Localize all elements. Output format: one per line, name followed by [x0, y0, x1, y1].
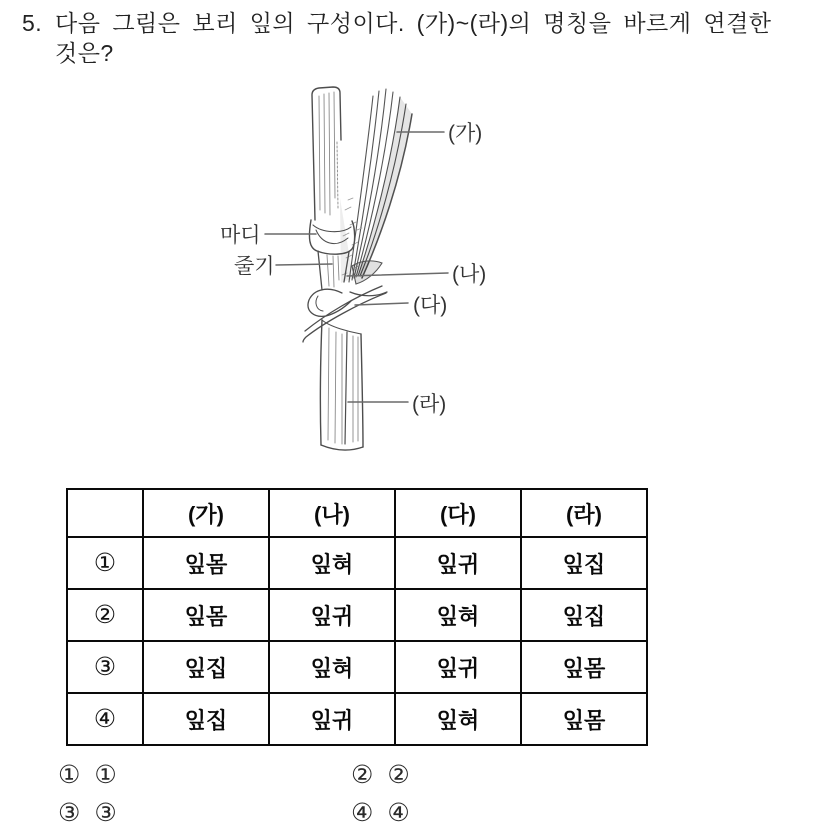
answer-table [66, 488, 648, 746]
stem-label: 줄기 [234, 255, 275, 278]
question-block [22, 8, 800, 68]
ga-label: (가) [448, 122, 483, 145]
row-2-ga: 잎몸 [143, 589, 269, 641]
row-4-ra: 잎몸 [521, 693, 647, 745]
question-text: 다음 그림은 보리 잎의 구성이다. (가)~(라)의 명칭을 바르게 연결한 것은? [55, 10, 772, 66]
row-2-na: 잎귀 [269, 589, 395, 641]
stem-leader-line [276, 264, 332, 265]
header-ra: (라) [521, 489, 647, 537]
choice-3-label: ③ [94, 799, 117, 827]
choice-4-label: ④ [387, 799, 410, 827]
row-2-ra: 잎집 [521, 589, 647, 641]
row-3-ra: 잎몸 [521, 641, 647, 693]
choice-option-2[interactable] [351, 763, 410, 788]
choice-1-label: ① [94, 761, 117, 789]
ra-label: (라) [412, 393, 447, 416]
row-4-ga: 잎집 [143, 693, 269, 745]
choice-3-marker-icon[interactable]: ③ [58, 799, 81, 827]
leaf-diagram-svg [190, 80, 510, 470]
header-da: (다) [395, 489, 521, 537]
na-label: (나) [452, 263, 487, 286]
choice-option-1[interactable] [58, 763, 117, 788]
row-4-na: 잎귀 [269, 693, 395, 745]
leaf-blade-group [340, 89, 412, 283]
choice-option-4[interactable] [351, 801, 410, 826]
row-2-number: ② [67, 589, 143, 641]
row-1-number: ① [67, 537, 143, 589]
row-3-na: 잎혀 [269, 641, 395, 693]
table-header-row [67, 489, 647, 537]
choice-1-marker-icon[interactable]: ① [58, 761, 81, 789]
auricle-group [303, 286, 387, 342]
choice-4-marker-icon[interactable]: ④ [351, 799, 374, 827]
row-1-ra: 잎집 [521, 537, 647, 589]
ligule-group [352, 261, 382, 284]
row-3-da: 잎귀 [395, 641, 521, 693]
row-1-ga: 잎몸 [143, 537, 269, 589]
header-blank [67, 489, 143, 537]
sheath-group [320, 320, 363, 450]
stem-upper-group [312, 87, 341, 220]
question-number: 5. [22, 10, 43, 36]
row-2-da: 잎혀 [395, 589, 521, 641]
table-row [67, 537, 647, 589]
table-row [67, 641, 647, 693]
da-label: (다) [413, 294, 448, 317]
table-row [67, 589, 647, 641]
row-4-da: 잎혀 [395, 693, 521, 745]
choice-option-3[interactable] [58, 801, 117, 826]
row-4-number: ④ [67, 693, 143, 745]
table-row [67, 693, 647, 745]
row-1-na: 잎혀 [269, 537, 395, 589]
choice-2-label: ② [387, 761, 410, 789]
row-3-number: ③ [67, 641, 143, 693]
node-label: 마디 [220, 224, 261, 247]
header-na: (나) [269, 489, 395, 537]
leaf-diagram [190, 80, 510, 470]
choice-2-marker-icon[interactable]: ② [351, 761, 374, 789]
header-ga: (가) [143, 489, 269, 537]
row-1-da: 잎귀 [395, 537, 521, 589]
row-3-ga: 잎집 [143, 641, 269, 693]
